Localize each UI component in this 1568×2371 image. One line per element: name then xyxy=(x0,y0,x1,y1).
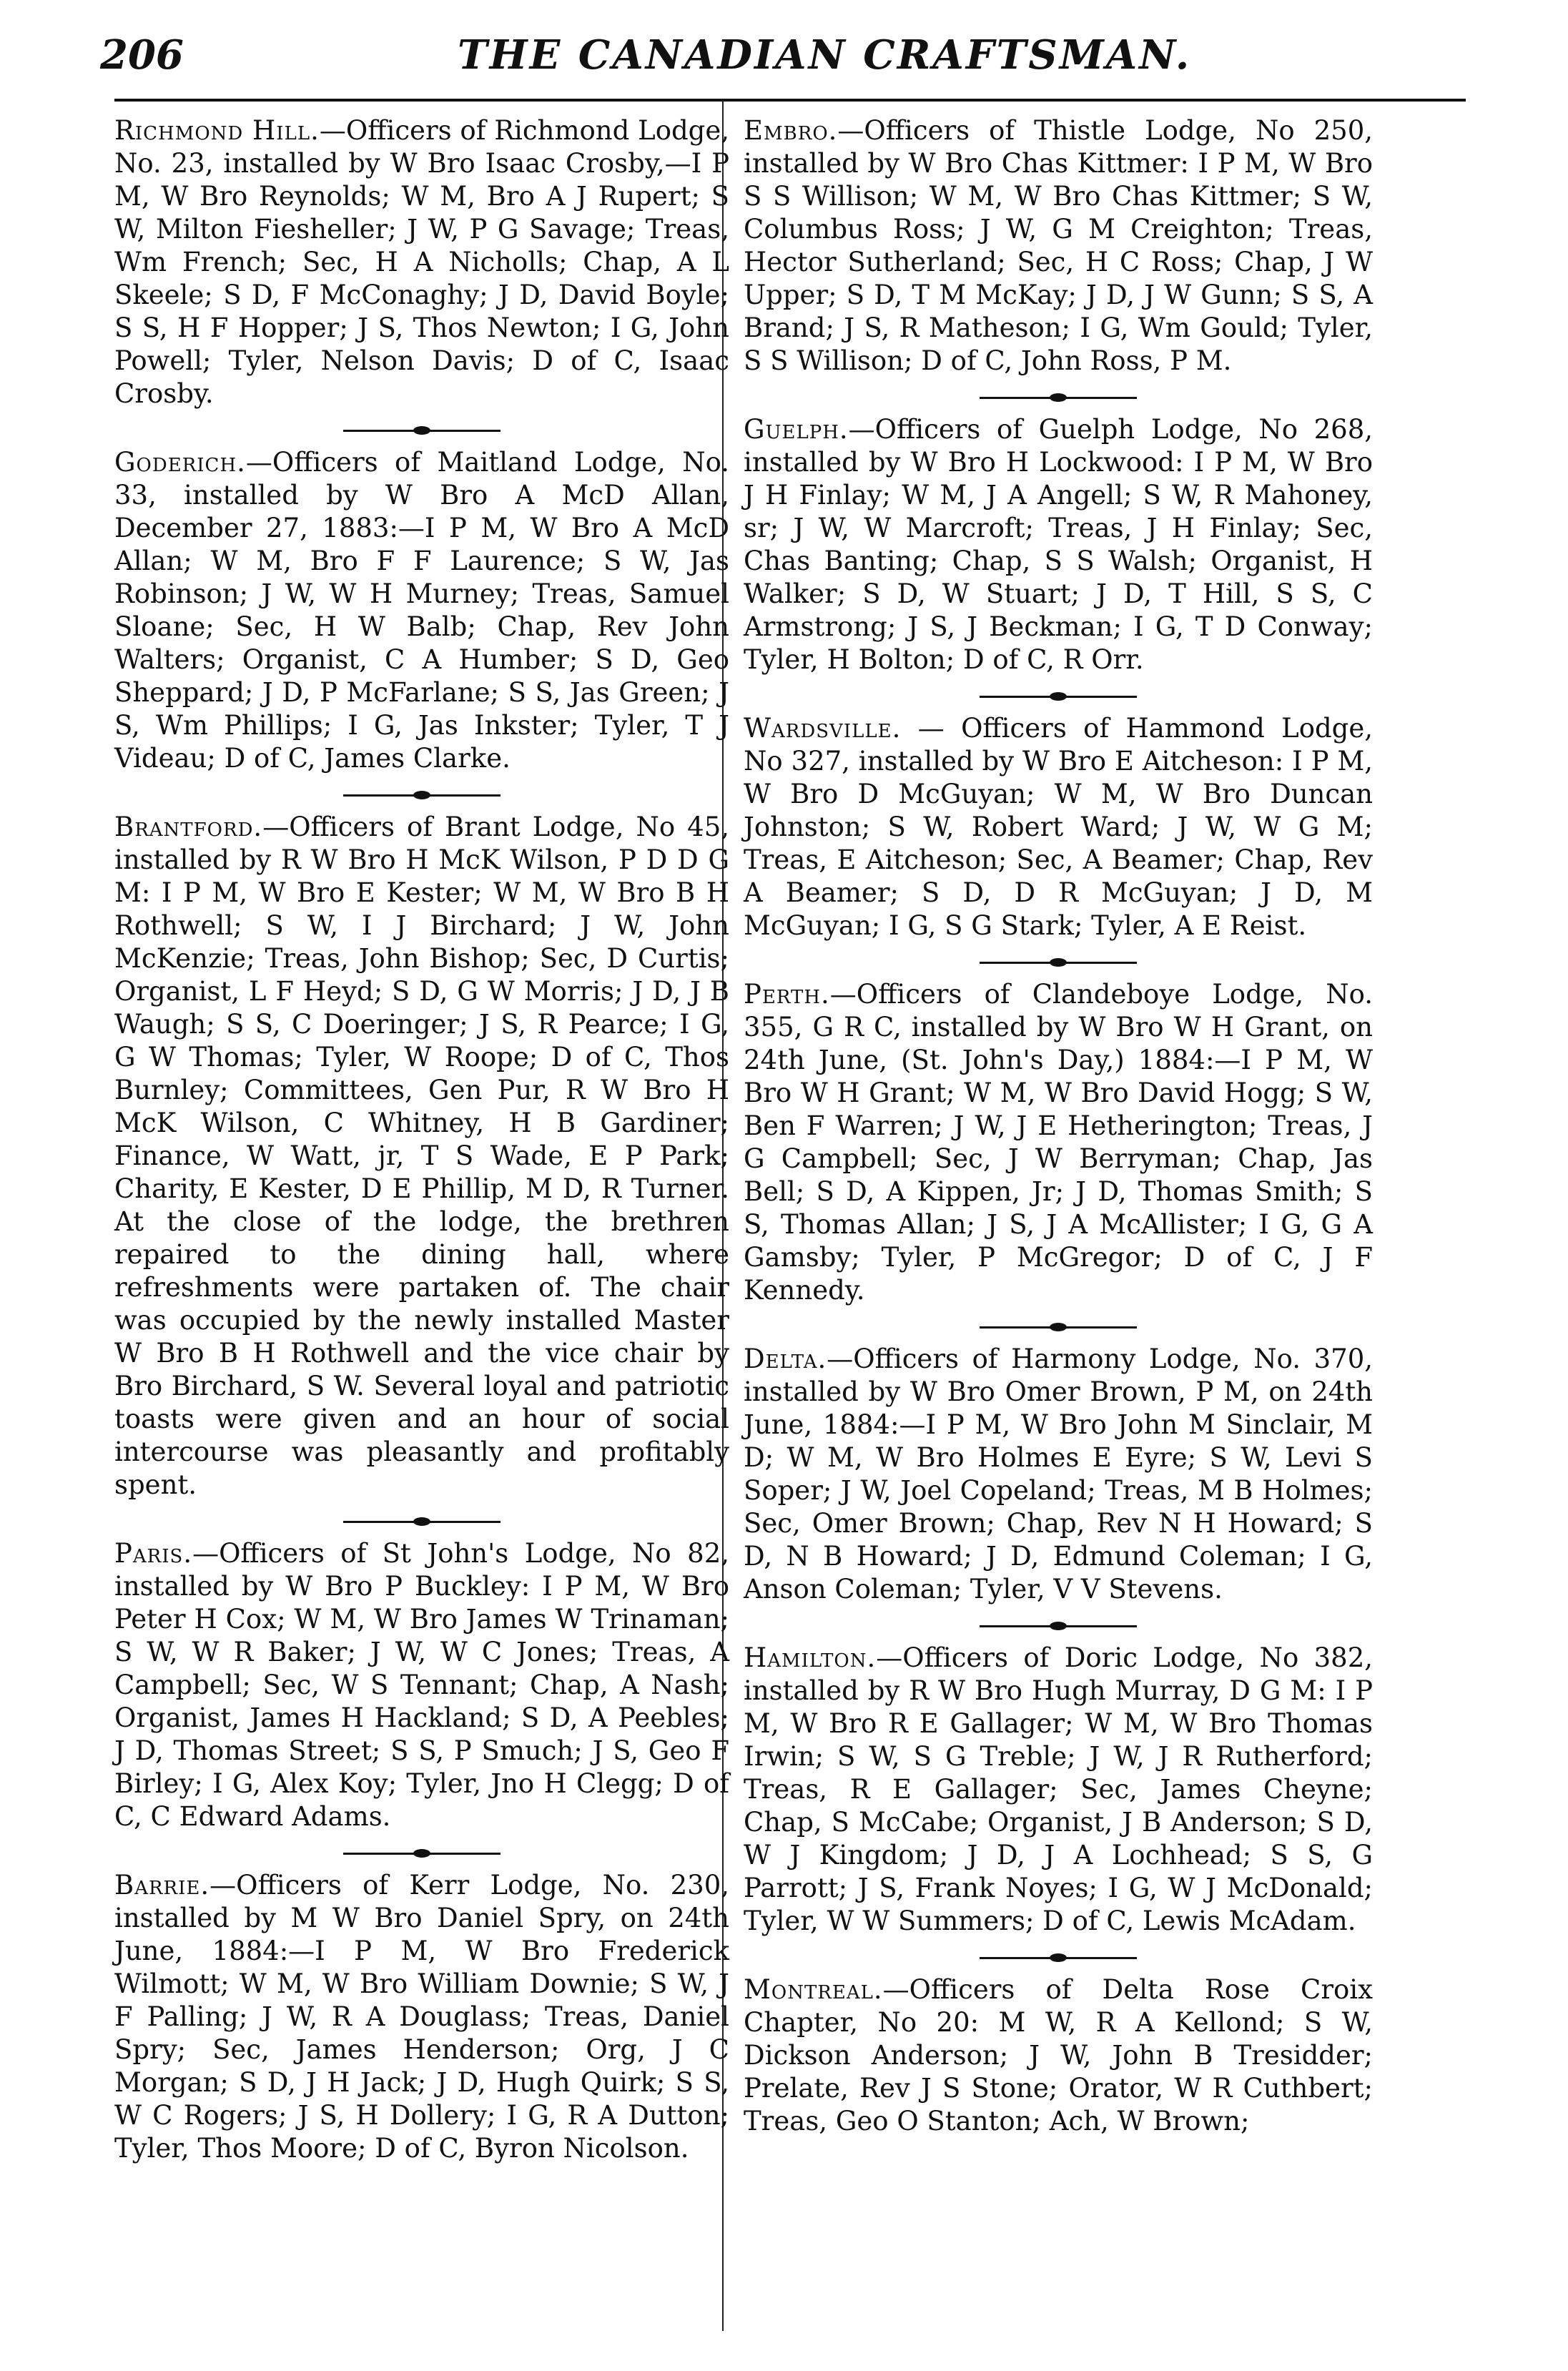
place-name: Wardsville. xyxy=(744,713,902,744)
running-title: THE CANADIAN CRAFTSMAN. xyxy=(458,31,1192,79)
lodge-entry-richmond-hill xyxy=(114,114,729,410)
entry-text: —Officers of Thistle Lodge, No 250, installed by W Bro Chas Kittmer: I P M, W Bro S S Willison; W M, W Bro Chas Kittmer; S W, Columbus Ross; J W, G M Creighton; Treas, Hector Sutherland; Sec, H C Ross; Chap, J W Upper; S D, T M McKay; J D, J W Gunn; S S, A Brand; J S, R Matheson; I G, Wm Gould; Tyler, S S Willison; D of C, John Ross, P M. xyxy=(744,115,1373,376)
lodge-entry-delta xyxy=(744,1343,1373,1606)
left-column xyxy=(114,114,729,2165)
entry-text: — Officers of Hammond Lodge, No 327, installed by W Bro E Aitcheson: I P M, W Bro D McGuyan; W M, W Bro Duncan Johnston; S W, Robert Ward; J W, W G M; Treas, E Aitcheson; Sec, A Beamer; Chap, Rev A Beamer; S D, D R McGuyan; J D, M McGuyan; I G, S G Stark; Tyler, A E Reist. xyxy=(744,713,1373,941)
entry-text: —Officers of Delta Rose Croix Chapter, No 20: M W, R A Kellond; S W, Dickson Anderson; J W, John B Tresidder; Prelate, Rev J S Stone; Orator, W R Cuthbert; Treas, Geo O Stanton; Ach, W Brown; xyxy=(744,1974,1373,2136)
section-separator xyxy=(343,426,501,435)
lodge-entry-hamilton xyxy=(744,1642,1373,1938)
header-rule xyxy=(114,99,1466,102)
entry-text: —Officers of Clandeboye Lodge, No. 355, G R C, installed by W Bro W H Grant, on 24th June, (St. John's Day,) 1884:—I P M, W Bro W H Grant; W M, W Bro David Hogg; S W, Ben F Warren; J W, J E Hetherington; Treas, J G Campbell; Sec, J W Berryman; Chap, Jas Bell; S D, A Kippen, Jr; J D, Thomas Smith; S S, Thomas Allan; J S, J A McAllister; I G, G A Gamsby; Tyler, P McGregor; D of C, J F Kennedy. xyxy=(744,979,1373,1306)
lodge-entry-montreal xyxy=(744,1973,1373,2138)
section-separator xyxy=(980,1953,1137,1962)
entry-text: —Officers of Harmony Lodge, No. 370, installed by W Bro Omer Brown, P M, on 24th June, 1884:—I P M, W Bro John M Sinclair, M D; W M, W Bro Holmes E Eyre; S W, Levi S Soper; J W, Joel Copeland; Treas, M B Holmes; Sec, Omer Brown; Chap, Rev N H Howard; S D, N B Howard; J D, Edmund Coleman; I G, Anson Coleman; Tyler, V V Stevens. xyxy=(744,1344,1373,1605)
right-column xyxy=(744,114,1373,2138)
lodge-entry-paris xyxy=(114,1537,729,1833)
entry-text: —Officers of St John's Lodge, No 82, installed by W Bro P Buckley: I P M, W Bro Peter H Cox; W M, W Bro James W Trinaman; S W, W R Baker; J W, W C Jones; Treas, A Campbell; Sec, W S Tennant; Chap, A Nash; Organist, James H Hackland; S D, A Peebles; J D, Thomas Street; S S, P Smuch; J S, Geo F Birley; I G, Alex Koy; Tyler, Jno H Clegg; D of C, C Edward Adams. xyxy=(114,1538,729,1832)
place-name: Barrie. xyxy=(114,1870,210,1901)
lodge-entry-perth xyxy=(744,978,1373,1307)
page-header xyxy=(100,31,1473,82)
page-number: 206 xyxy=(100,31,184,79)
place-name: Delta. xyxy=(744,1344,827,1374)
section-separator xyxy=(980,1323,1137,1331)
place-name: Perth. xyxy=(744,979,830,1010)
entry-text: —Officers of Maitland Lodge, No. 33, installed by W Bro A McD Allan, December 27, 1883:—I P M, W Bro A McD Allan; W M, Bro F F Laurence; S W, Jas Robinson; J W, W H Murney; Treas, Samuel Sloane; Sec, H W Balb; Chap, Rev John Walters; Organist, C A Humber; S D, Geo Sheppard; J D, P McFarlane; S S, Jas Green; J S, Wm Phillips; I G, Jas Inkster; Tyler, T J Videau; D of C, James Clarke. xyxy=(114,447,729,774)
section-separator xyxy=(343,1517,501,1526)
section-separator xyxy=(980,1622,1137,1630)
entry-text: —Officers of Guelph Lodge, No 268, installed by W Bro H Lockwood: I P M, W Bro J H Finlay; W M, J A Angell; S W, R Mahoney, sr; J W, W Marcroft; Treas, J H Finlay; Sec, Chas Banting; Chap, S S Walsh; Organist, H Walker; S D, W Stuart; J D, T Hill, S S, C Armstrong; J S, J Beckman; I G, T D Conway; Tyler, H Bolton; D of C, R Orr. xyxy=(744,414,1373,675)
lodge-entry-goderich xyxy=(114,446,729,775)
section-separator xyxy=(980,393,1137,402)
entry-text: —Officers of Richmond Lodge, No. 23, installed by W Bro Isaac Crosby,—I P M, W Bro Reynolds; W M, Bro A J Rupert; S W, Milton Fiesheller; J W, P G Savage; Treas, Wm French; Sec, H A Nicholls; Chap, A L Skeele; S D, F McConaghy; J D, David Boyle; S S, H F Hopper; J S, Thos Newton; I G, John Powell; Tyler, Nelson Davis; D of C, Isaac Crosby. xyxy=(114,115,729,409)
entry-text: —Officers of Doric Lodge, No 382, installed by R W Bro Hugh Murray, D G M: I P M, W Bro R E Gallager; W M, W Bro Thomas Irwin; S W, S G Treble; J W, J R Rutherford; Treas, R E Gallager; Sec, James Cheyne; Chap, S McCabe; Organist, J B Anderson; S D, W J Kingdom; J D, J A Lochhead; S S, G Parrott; J S, Frank Noyes; I G, W J McDonald; Tyler, W W Summers; D of C, Lewis McAdam. xyxy=(744,1642,1373,1936)
lodge-entry-brantford xyxy=(114,811,729,1502)
section-separator xyxy=(343,791,501,799)
place-name: Richmond Hill. xyxy=(114,115,320,146)
lodge-entry-embro xyxy=(744,114,1373,378)
entry-text: —Officers of Kerr Lodge, No. 230, installed by M W Bro Daniel Spry, on 24th June, 1884:—I P M, W Bro Frederick Wilmott; W M, W Bro William Downie; S W, J F Palling; J W, R A Douglass; Treas, Daniel Spry; Sec, James Henderson; Org, J C Morgan; S D, J H Jack; J D, Hugh Quirk; S S, W C Rogers; J S, H Dollery; I G, R A Dutton; Tyler, Thos Moore; D of C, Byron Nicolson. xyxy=(114,1870,729,2164)
section-separator xyxy=(980,958,1137,967)
place-name: Paris. xyxy=(114,1538,193,1569)
section-separator xyxy=(343,1849,501,1858)
section-separator xyxy=(980,692,1137,701)
lodge-entry-wardsville xyxy=(744,712,1373,942)
entry-text: —Officers of Brant Lodge, No 45, installed by R W Bro H McK Wilson, P D D G M: I P M, W Bro E Kester; W M, W Bro B H Rothwell; S W, I J Birchard; J W, John McKenzie; Treas, John Bishop; Sec, D Curtis; Organist, L F Heyd; S D, G W Morris; J D, J B Waugh; S S, C Doeringer; J S, R Pearce; I G, G W Thomas; Tyler, W Roope; D of C, Thos Burnley; Committees, Gen Pur, R W Bro H McK Wilson, C Whitney, H B Gardiner; Finance, W Watt, jr, T S Wade, E P Park; Charity, E Kester, D E Phillip, M D, R Turner. At the close of the lodge, the brethren repaired to the dining hall, where refreshments were partaken of. The chair was occupied by the newly installed Master W Bro B H Rothwell and the vice chair by Bro Birchard, S W. Several loyal and patriotic toasts were given and an hour of social intercourse was pleasantly and profitably spent. xyxy=(114,812,729,1500)
place-name: Brantford. xyxy=(114,812,263,842)
place-name: Goderich. xyxy=(114,447,246,478)
place-name: Montreal. xyxy=(744,1974,883,2005)
lodge-entry-guelph xyxy=(744,413,1373,676)
lodge-entry-barrie xyxy=(114,1869,729,2165)
place-name: Guelph. xyxy=(744,414,849,445)
place-name: Embro. xyxy=(744,115,838,146)
place-name: Hamilton. xyxy=(744,1642,877,1673)
